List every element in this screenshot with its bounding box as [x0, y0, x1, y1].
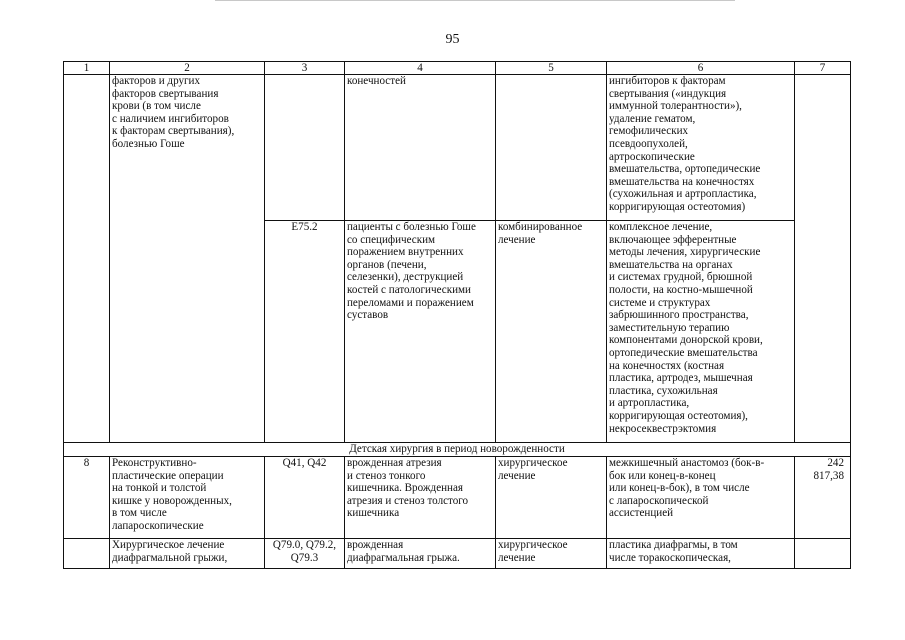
page-number: 95 [445, 32, 460, 47]
patient-model-cell: конечностей [345, 75, 496, 221]
treatment-method-cell: комплексное лечение, включающее эфферентные методы лечения, хирургические вмешательства на органах и системах грудной, брюшной полости, на костно-мышечной системе и структурах забрюшинного пространства, заместительную терапию компонентами донорской крови, ортопедические вмешательства на конечностях (костная пластика, артродез, мышечная пластика, сухожильная и артропластика, корригирующая остеотомия), некросеквестрэктомия [607, 221, 795, 443]
column-number: 6 [607, 62, 795, 75]
medical-procedures-table [63, 61, 851, 569]
row-number-cell [64, 75, 110, 443]
icd-code-cell: E75.2 [265, 221, 345, 443]
norm-cost-cell [795, 75, 851, 443]
icd-code-cell: Q79.0, Q79.2, Q79.3 [265, 539, 345, 569]
column-number: 5 [496, 62, 607, 75]
icd-code-cell: Q41, Q42 [265, 457, 345, 539]
section-row [64, 443, 851, 457]
norm-cost-cell: 242 817,38 [795, 457, 851, 539]
treatment-method-cell: ингибиторов к факторам свертывания («индукция иммунной толерантности»), удаление гематом, гемофилических псевдоопухолей, артроскопические вмешательства, ортопедические вмешательства на конечностях (сухожильная и артропластика, корригирующая остеотомия) [607, 75, 795, 221]
column-number: 1 [64, 62, 110, 75]
row-number-cell [64, 539, 110, 569]
patient-model-cell: пациенты с болезнью Гоше со специфическим поражением внутренних органов (печени, селезенки), деструкцией костей с патологическими переломами и поражением суставов [345, 221, 496, 443]
column-number-row [64, 62, 851, 75]
treatment-type-cell: хирургическое лечение [496, 457, 607, 539]
treatment-type-cell: хирургическое лечение [496, 539, 607, 569]
table-row [64, 75, 851, 221]
norm-cost-cell [795, 539, 851, 569]
table-row [64, 457, 851, 539]
patient-model-cell: врожденная атрезия и стеноз тонкого кишечника. Врожденная атрезия и стеноз толстого кишечника [345, 457, 496, 539]
procedure-name-cell: Хирургическое лечение диафрагмальной грыжи, [110, 539, 265, 569]
treatment-method-cell: пластика диафрагмы, в том числе торакоскопическая, [607, 539, 795, 569]
column-number: 7 [795, 62, 851, 75]
column-number: 3 [265, 62, 345, 75]
procedure-name-cell: Реконструктивно- пластические операции на тонкой и толстой кишке у новорожденных, в том числе лапароскопические [110, 457, 265, 539]
row-number-cell: 8 [64, 457, 110, 539]
treatment-type-cell [496, 75, 607, 221]
patient-model-cell: врожденная диафрагмальная грыжа. [345, 539, 496, 569]
table-row [64, 539, 851, 569]
section-heading: Детская хирургия в период новорожденности [64, 443, 851, 457]
icd-code-cell [265, 75, 345, 221]
treatment-type-cell: комбинированное лечение [496, 221, 607, 443]
procedure-name-cell: факторов и других факторов свертывания крови (в том числе с наличием ингибиторов к факторам свертывания), болезнью Гоше [110, 75, 265, 443]
top-scan-rule [215, 0, 735, 1]
column-number: 2 [110, 62, 265, 75]
column-number: 4 [345, 62, 496, 75]
treatment-method-cell: межкишечный анастомоз (бок-в- бок или конец-в-конец или конец-в-бок), в том числе с лапароскопической ассистенцией [607, 457, 795, 539]
